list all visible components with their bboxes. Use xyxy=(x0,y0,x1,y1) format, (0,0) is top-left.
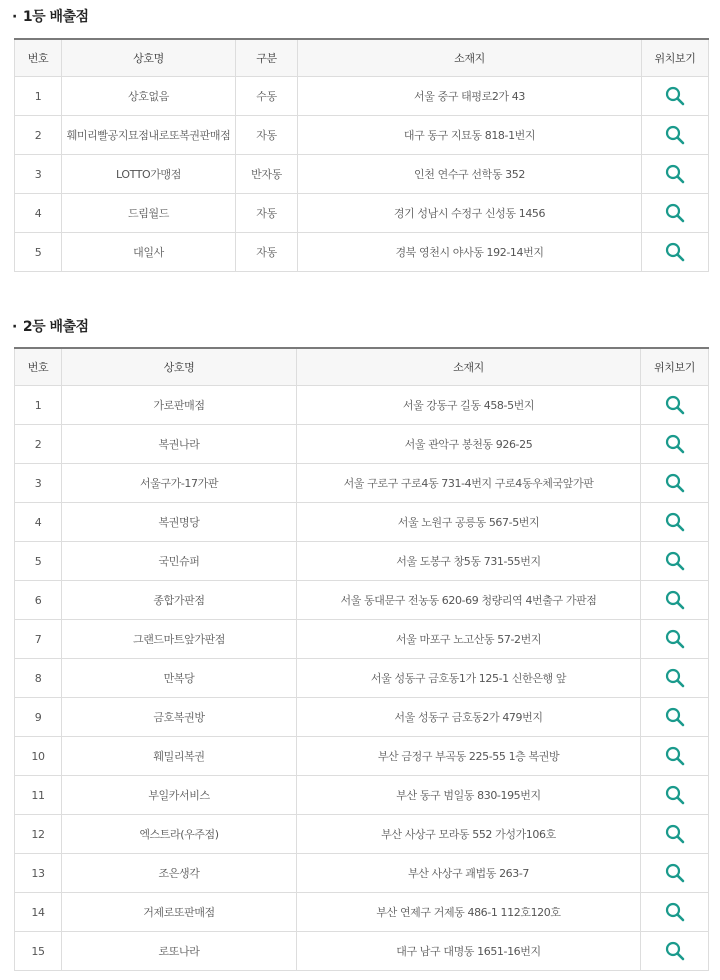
header-view-location: 위치보기 xyxy=(642,39,709,77)
search-icon[interactable] xyxy=(664,511,686,533)
store-address: 서울 마포구 노고산동 57-2번지 xyxy=(297,620,641,659)
store-name: 대일사 xyxy=(62,233,236,272)
view-location-cell xyxy=(641,620,709,659)
header-type: 구분 xyxy=(236,39,298,77)
header-address: 소재지 xyxy=(297,348,641,386)
table-row xyxy=(15,464,709,503)
search-icon[interactable] xyxy=(664,706,686,728)
store-address: 서울 강동구 길동 458-5번지 xyxy=(297,386,641,425)
section-title-first-prize xyxy=(12,6,89,26)
row-number: 15 xyxy=(15,932,62,971)
table-header-row xyxy=(15,348,709,386)
store-address: 경기 성남시 수정구 신성동 1456 xyxy=(298,194,642,233)
row-number: 12 xyxy=(15,815,62,854)
search-icon[interactable] xyxy=(664,589,686,611)
store-name: 상호없음 xyxy=(62,77,236,116)
store-name: 종합가판점 xyxy=(62,581,297,620)
view-location-cell xyxy=(641,698,709,737)
search-icon[interactable] xyxy=(664,550,686,572)
header-number: 번호 xyxy=(15,39,62,77)
store-address: 부산 사상구 괘법동 263-7 xyxy=(297,854,641,893)
row-number: 8 xyxy=(15,659,62,698)
header-address: 소재지 xyxy=(298,39,642,77)
search-icon[interactable] xyxy=(664,862,686,884)
bullet: · xyxy=(12,9,17,25)
header-store-name: 상호명 xyxy=(62,39,236,77)
store-name: 로또나라 xyxy=(62,932,297,971)
table-row xyxy=(15,194,709,233)
view-location-cell xyxy=(642,77,709,116)
store-address: 서울 노원구 공릉동 567-5번지 xyxy=(297,503,641,542)
section-title-text: 1등 배출점 xyxy=(22,9,89,25)
store-address: 서울 구로구 구로4동 731-4번지 구로4동우체국앞가판 xyxy=(297,464,641,503)
search-icon[interactable] xyxy=(664,85,686,107)
store-address: 서울 도봉구 창5동 731-55번지 xyxy=(297,542,641,581)
search-icon[interactable] xyxy=(664,241,686,263)
row-number: 3 xyxy=(15,155,62,194)
table-row xyxy=(15,776,709,815)
header-number: 번호 xyxy=(15,348,62,386)
store-name: 가로판매점 xyxy=(62,386,297,425)
table-row xyxy=(15,386,709,425)
table-row xyxy=(15,233,709,272)
search-icon[interactable] xyxy=(664,901,686,923)
view-location-cell xyxy=(641,893,709,932)
store-address: 서울 성동구 금호동1가 125-1 신한은행 앞 xyxy=(297,659,641,698)
view-location-cell xyxy=(641,854,709,893)
table-row xyxy=(15,815,709,854)
store-address: 대구 남구 대명동 1651-16번지 xyxy=(297,932,641,971)
search-icon[interactable] xyxy=(664,433,686,455)
bullet: · xyxy=(12,319,17,335)
row-number: 4 xyxy=(15,194,62,233)
row-number: 3 xyxy=(15,464,62,503)
row-number: 5 xyxy=(15,233,62,272)
table-row xyxy=(15,155,709,194)
view-location-cell xyxy=(642,233,709,272)
selection-type: 자동 xyxy=(236,233,298,272)
table-row xyxy=(15,425,709,464)
view-location-cell xyxy=(641,425,709,464)
view-location-cell xyxy=(641,503,709,542)
view-location-cell xyxy=(641,737,709,776)
store-address: 서울 동대문구 전농동 620-69 청량리역 4번출구 가판점 xyxy=(297,581,641,620)
search-icon[interactable] xyxy=(664,940,686,962)
row-number: 1 xyxy=(15,77,62,116)
search-icon[interactable] xyxy=(664,667,686,689)
row-number: 2 xyxy=(15,116,62,155)
search-icon[interactable] xyxy=(664,472,686,494)
header-view-location: 위치보기 xyxy=(641,348,709,386)
store-name: 조은생각 xyxy=(62,854,297,893)
view-location-cell xyxy=(641,581,709,620)
second-prize-table xyxy=(14,347,709,971)
search-icon[interactable] xyxy=(664,163,686,185)
second-prize-rows xyxy=(15,386,709,971)
table-row xyxy=(15,503,709,542)
store-name: 훼밀리복권 xyxy=(62,737,297,776)
table-row xyxy=(15,698,709,737)
store-name: 국민슈퍼 xyxy=(62,542,297,581)
store-name: 복권나라 xyxy=(62,425,297,464)
view-location-cell xyxy=(641,815,709,854)
first-prize-rows xyxy=(15,77,709,272)
table-row xyxy=(15,542,709,581)
table-row xyxy=(15,116,709,155)
store-name: 그랜드마트앞가판점 xyxy=(62,620,297,659)
search-icon[interactable] xyxy=(664,784,686,806)
table-header-row xyxy=(15,39,709,77)
view-location-cell xyxy=(642,155,709,194)
store-name: 엑스트라(우주점) xyxy=(62,815,297,854)
view-location-cell xyxy=(641,776,709,815)
search-icon[interactable] xyxy=(664,124,686,146)
section-title-text: 2등 배출점 xyxy=(22,319,89,335)
search-icon[interactable] xyxy=(664,823,686,845)
search-icon[interactable] xyxy=(664,745,686,767)
row-number: 5 xyxy=(15,542,62,581)
store-address: 인천 연수구 선학동 352 xyxy=(298,155,642,194)
store-name: 만복당 xyxy=(62,659,297,698)
store-name: 훼미리빨공지묘점내로또복권판매점 xyxy=(62,116,236,155)
store-name: 부일카서비스 xyxy=(62,776,297,815)
header-store-name: 상호명 xyxy=(62,348,297,386)
table-row xyxy=(15,854,709,893)
store-address: 부산 사상구 모라동 552 가성가106호 xyxy=(297,815,641,854)
store-address: 서울 관악구 봉천동 926-25 xyxy=(297,425,641,464)
first-prize-table xyxy=(14,38,709,272)
row-number: 14 xyxy=(15,893,62,932)
store-address: 부산 동구 범일동 830-195번지 xyxy=(297,776,641,815)
search-icon[interactable] xyxy=(664,202,686,224)
row-number: 13 xyxy=(15,854,62,893)
selection-type: 수동 xyxy=(236,77,298,116)
row-number: 6 xyxy=(15,581,62,620)
search-icon[interactable] xyxy=(664,628,686,650)
view-location-cell xyxy=(641,932,709,971)
store-address: 부산 연제구 거제동 486-1 112호120호 xyxy=(297,893,641,932)
row-number: 10 xyxy=(15,737,62,776)
view-location-cell xyxy=(642,194,709,233)
selection-type: 자동 xyxy=(236,116,298,155)
table-row xyxy=(15,737,709,776)
search-icon[interactable] xyxy=(664,394,686,416)
row-number: 9 xyxy=(15,698,62,737)
view-location-cell xyxy=(641,542,709,581)
row-number: 2 xyxy=(15,425,62,464)
row-number: 4 xyxy=(15,503,62,542)
section-title-second-prize xyxy=(12,316,89,336)
store-name: LOTTO가맹점 xyxy=(62,155,236,194)
store-address: 부산 금정구 부곡동 225-55 1층 복권방 xyxy=(297,737,641,776)
table-row xyxy=(15,581,709,620)
selection-type: 자동 xyxy=(236,194,298,233)
view-location-cell xyxy=(642,116,709,155)
selection-type: 반자동 xyxy=(236,155,298,194)
table-row xyxy=(15,893,709,932)
view-location-cell xyxy=(641,464,709,503)
store-name: 서울구가-17가판 xyxy=(62,464,297,503)
table-row xyxy=(15,932,709,971)
row-number: 7 xyxy=(15,620,62,659)
store-name: 거제로또판매점 xyxy=(62,893,297,932)
row-number: 1 xyxy=(15,386,62,425)
store-name: 금호복권방 xyxy=(62,698,297,737)
table-row xyxy=(15,620,709,659)
store-address: 서울 성동구 금호동2가 479번지 xyxy=(297,698,641,737)
view-location-cell xyxy=(641,386,709,425)
store-name: 복권명당 xyxy=(62,503,297,542)
store-address: 경북 영천시 야사동 192-14번지 xyxy=(298,233,642,272)
store-address: 서울 중구 태평로2가 43 xyxy=(298,77,642,116)
store-name: 드림월드 xyxy=(62,194,236,233)
view-location-cell xyxy=(641,659,709,698)
store-address: 대구 동구 지묘동 818-1번지 xyxy=(298,116,642,155)
row-number: 11 xyxy=(15,776,62,815)
table-row xyxy=(15,77,709,116)
table-row xyxy=(15,659,709,698)
